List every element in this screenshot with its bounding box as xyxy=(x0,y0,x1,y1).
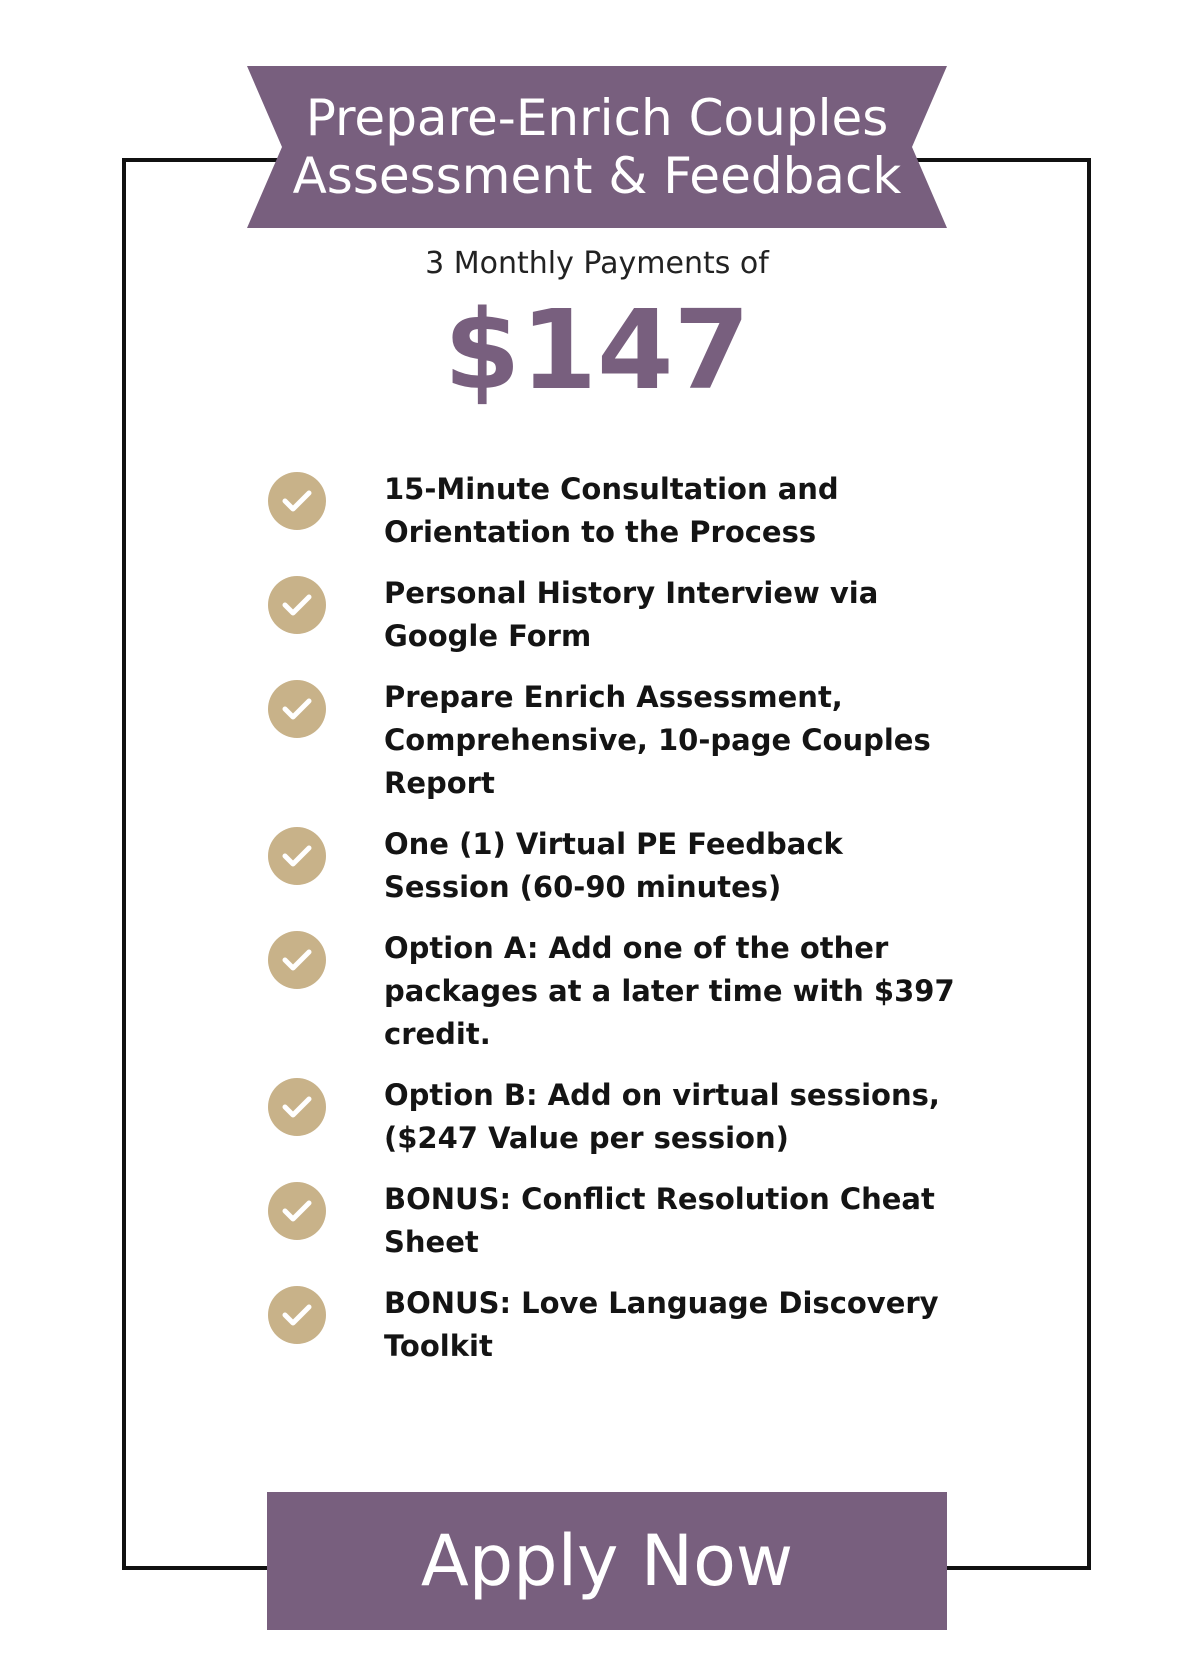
feature-text: Prepare Enrich Assessment, Comprehensive, 10-page Couples Report xyxy=(384,680,931,800)
feature-text: One (1) Virtual PE Feedback Session (60-90 minutes) xyxy=(384,827,843,904)
feature-text: 15-Minute Consultation and Orientation to the Process xyxy=(384,472,839,549)
feature-text: Personal History Interview via Google Form xyxy=(384,576,879,653)
list-item xyxy=(268,1074,968,1160)
feature-text: Option A: Add one of the other packages at a later time with $397 credit. xyxy=(384,931,955,1051)
feature-text: Option B: Add on virtual sessions, ($247 Value per session) xyxy=(384,1078,940,1155)
feature-list xyxy=(268,468,968,1386)
list-item xyxy=(268,572,968,658)
check-circle-icon xyxy=(268,472,326,530)
check-circle-icon xyxy=(268,931,326,989)
check-circle-icon xyxy=(268,827,326,885)
check-circle-icon xyxy=(268,576,326,634)
list-item xyxy=(268,927,968,1056)
check-circle-icon xyxy=(268,680,326,738)
list-item xyxy=(268,468,968,554)
list-item xyxy=(268,1178,968,1264)
feature-text: BONUS: Conflict Resolution Cheat Sheet xyxy=(384,1182,935,1259)
list-item xyxy=(268,823,968,909)
page-title xyxy=(247,66,947,228)
apply-now-button[interactable]: Apply Now xyxy=(267,1492,947,1630)
title-line-1: Prepare-Enrich Couples xyxy=(305,89,889,147)
check-circle-icon xyxy=(268,1182,326,1240)
title-line-2: Assessment & Feedback xyxy=(292,147,902,205)
list-item xyxy=(268,676,968,805)
payment-subtitle: 3 Monthly Payments of xyxy=(425,246,769,281)
feature-text: BONUS: Love Language Discovery Toolkit xyxy=(384,1286,939,1363)
price: $147 xyxy=(443,286,751,414)
check-circle-icon xyxy=(268,1078,326,1136)
check-circle-icon xyxy=(268,1286,326,1344)
list-item xyxy=(268,1282,968,1368)
